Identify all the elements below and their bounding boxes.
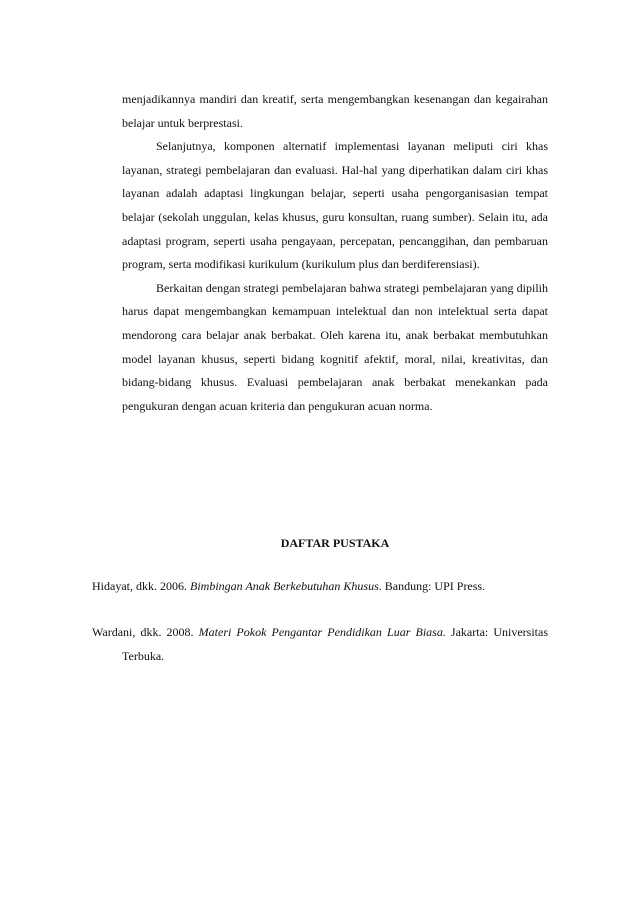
body-text [122,88,548,418]
paragraph-1: menjadikannya mandiri dan kreatif, serta mengembangkan kesenangan dan kegairahan belajar untuk berprestasi. [122,92,548,130]
reference-title: Bimbingan Anak Berkebutuhan Khusus [190,579,379,593]
paragraph-3: Berkaitan dengan strategi pembelajaran bahwa strategi pembelajaran yang dipilih harus dapat mengembangkan kemampuan intelektual dan non intelektual serta dapat mendorong cara belajar anak berbakat. Oleh karena itu, anak berbakat membutuhkan model layanan khusus, seperti bidang kognitif afektif, moral, nilai, kreativitas, dan bidang-bidang khusus. Evaluasi pembelajaran anak berbakat menekankan pada pengukuran dengan acuan kriteria dan pengukuran acuan norma. [122,280,548,413]
reference-publisher: Jakarta: Universitas Terbuka. [122,625,549,663]
reference-publisher: . Bandung: UPI Press. [378,579,486,593]
reference-authors: Hidayat, dkk. 2006. [92,579,187,593]
paragraph-2: Selanjutnya, komponen alternatif implementasi layanan meliputi ciri khas layanan, strategi pembelajaran dan evaluasi. Hal-hal yang diperhatikan dalam ciri khas layanan adalah adaptasi lingkungan belajar, seperti usaha pengorganisasian tempat belajar (sekolah unggulan, kelas khusus, guru konsultan, ruang sumber). Selain itu, ada adaptasi program, seperti usaha pengayaan, percepatan, pencanggihan, dan pembaruan program, serta modifikasi kurikulum (kurikulum plus dan berdiferensiasi). [122,139,548,272]
reference-item-2 [92,621,548,668]
reference-title: Materi Pokok Pengantar Pendidikan Luar Biasa. [198,625,446,639]
reference-authors: Wardani, dkk. 2008. [92,625,194,639]
references-heading: DAFTAR PUSTAKA [280,536,390,550]
reference-item-1 [92,575,548,599]
